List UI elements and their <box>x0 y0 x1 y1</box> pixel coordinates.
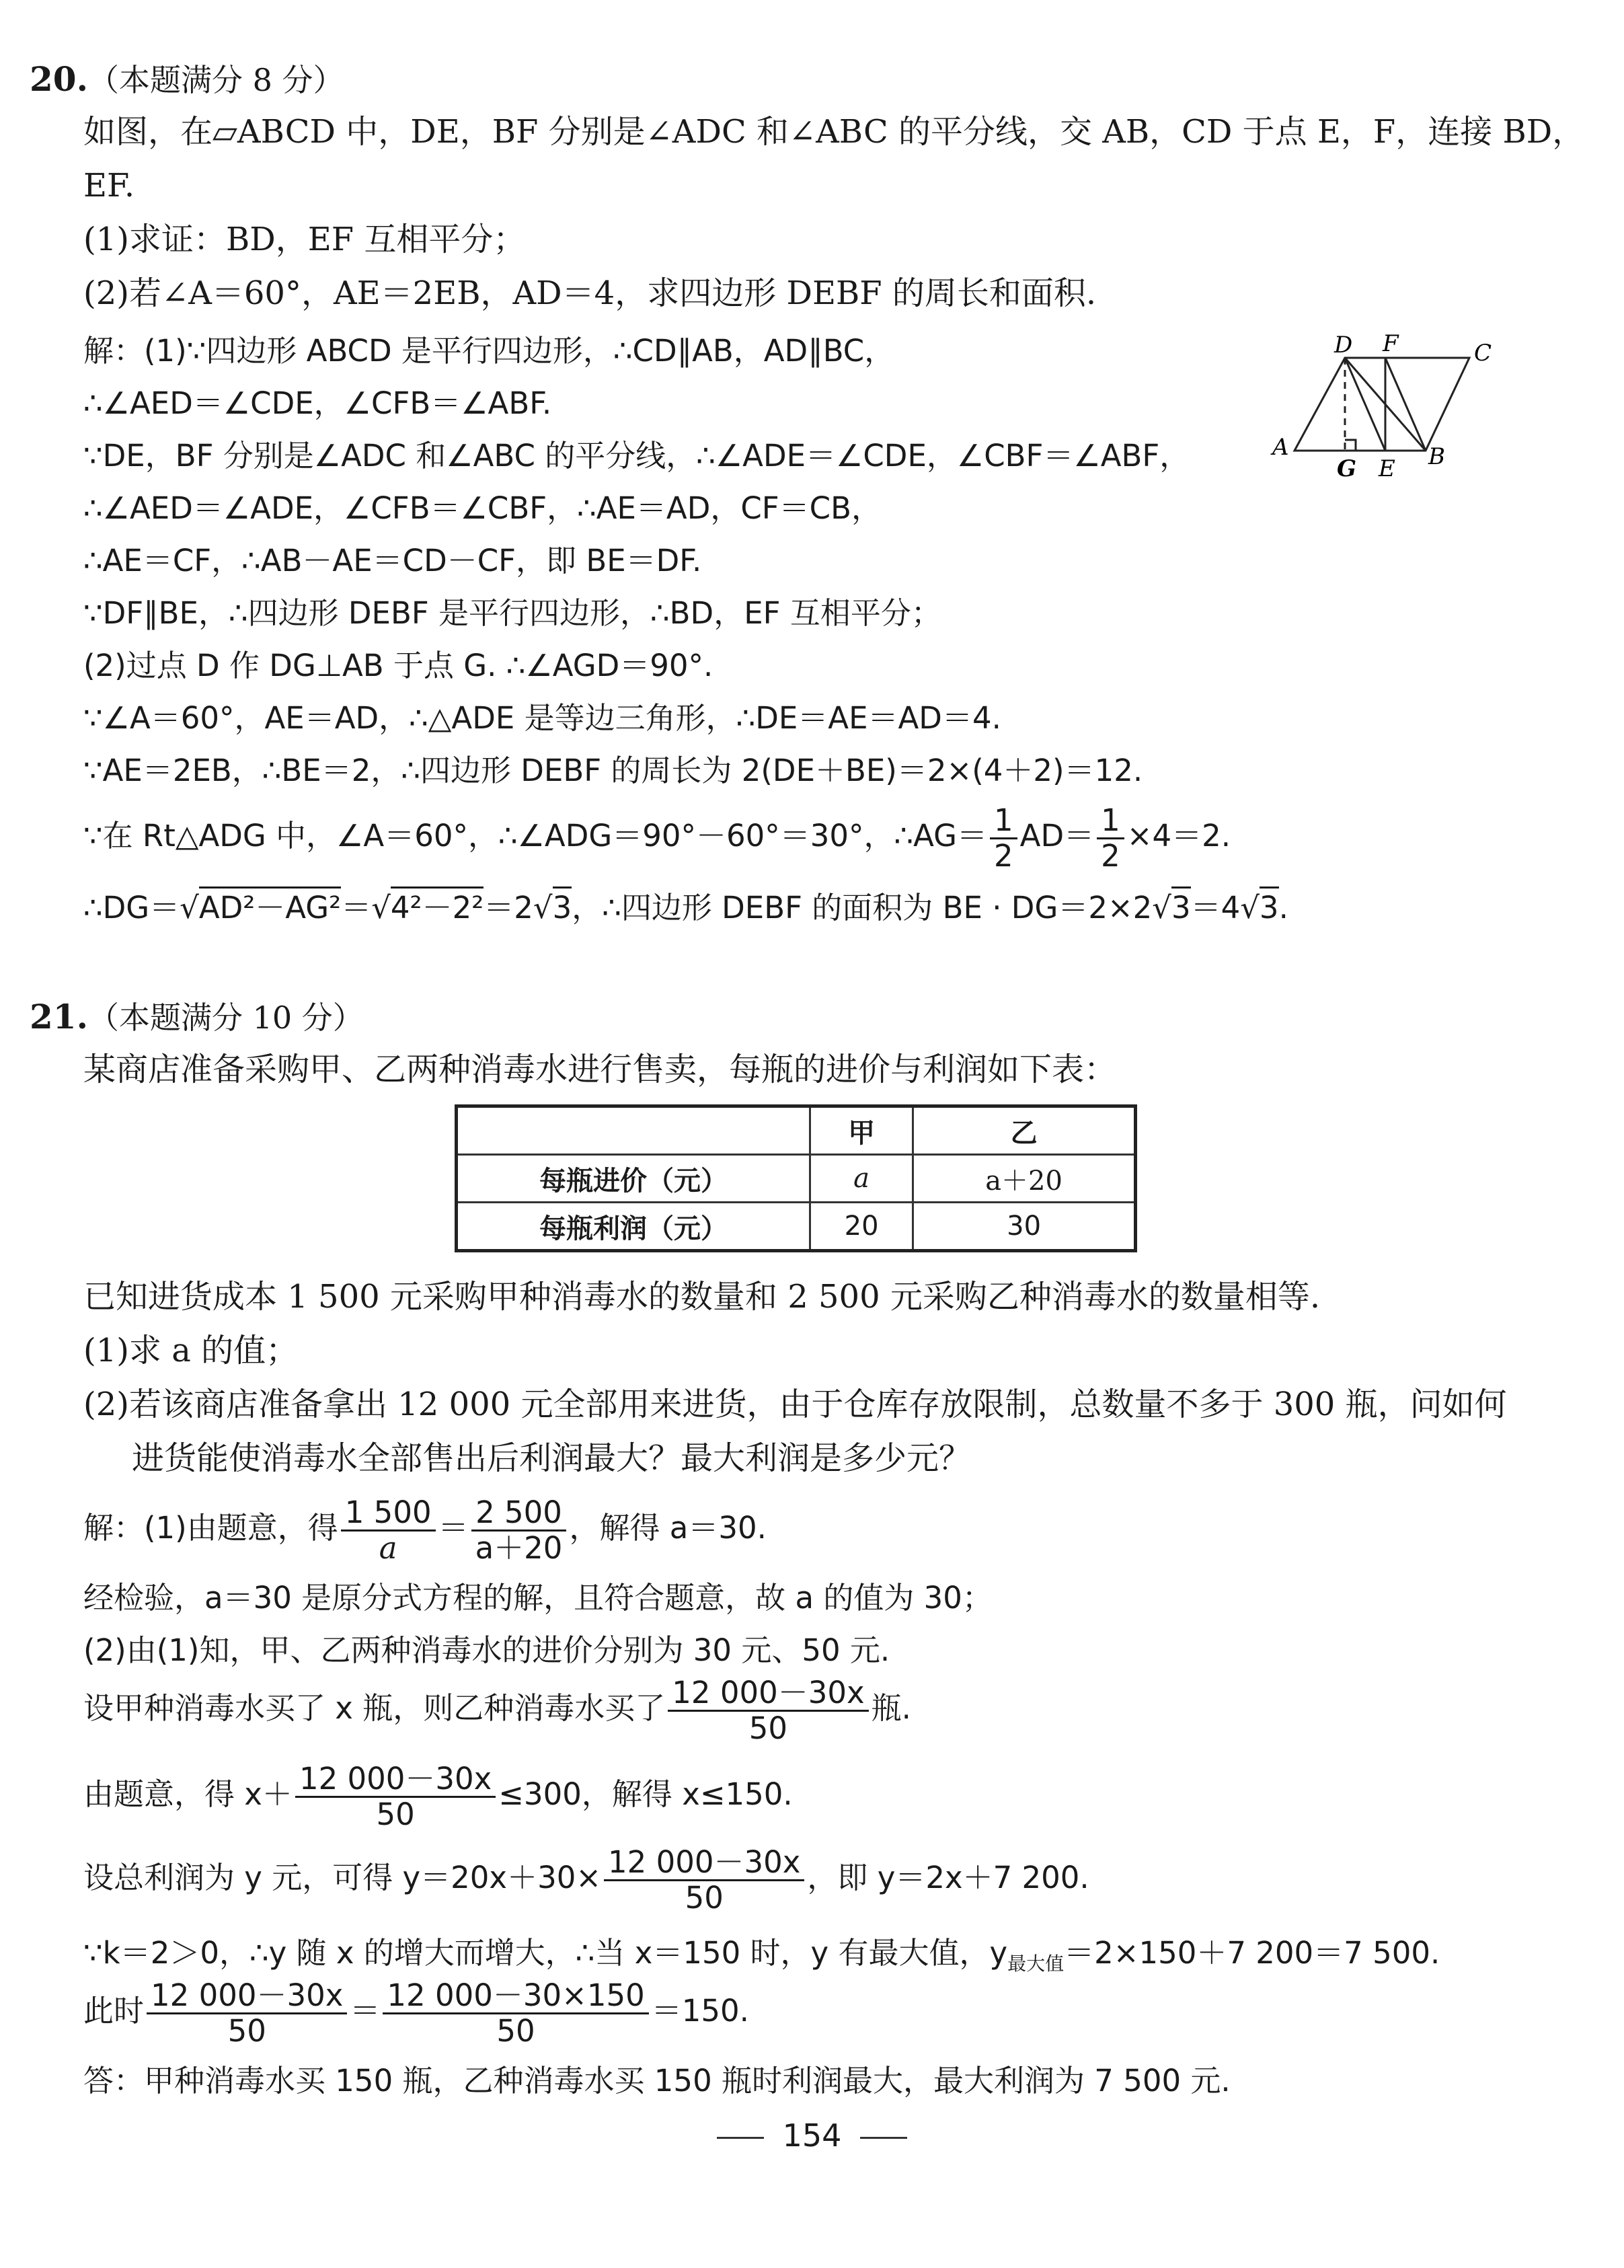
problem-21-part-2: (2)若该商店准备拿出 12 000 元全部用来进货，由于仓库存放限制，总数量不多于 300 瓶，问如何 <box>83 1386 1507 1423</box>
problem-21-text-1: 已知进货成本 1 500 元采购甲种消毒水的数量和 2 500 元采购乙种消毒水的数量相等. <box>83 1278 1321 1316</box>
page-number: 154 <box>0 2117 1624 2154</box>
problem-20-part-2: (2)若∠A＝60°，AE＝2EB，AD＝4，求四边形 DEBF 的周长和面积. <box>83 274 1097 312</box>
label-c: C <box>1474 340 1492 367</box>
solution-21-line-7: ∵k＝2＞0，∴y 随 x 的增大而增大，∴当 x＝150 时，y 有最大值，$y_{最大值}=2\times 150+7$ 200＝7 500. <box>83 1935 1440 1975</box>
segment-bf <box>1385 358 1426 451</box>
problem-21-part-1: (1)求 a 的值； <box>83 1332 299 1369</box>
solution-20-line-4: ∴∠AED＝∠ADE，∠CFB＝∠CBF，∴AE＝AD，CF＝CB， <box>83 490 882 526</box>
solution-20-line-1: 解：(1)∵四边形 ABCD 是平行四边形，∴CD∥AB，AD∥BC， <box>83 333 895 369</box>
table-cell: a＋20 <box>913 1155 1136 1203</box>
solution-20-line-7: (2)过点 D 作 DG⊥AB 于点 G. ∴∠AGD＝90°. <box>83 648 713 683</box>
fraction: $\frac{1 500}{a}$ <box>341 1496 436 1565</box>
fraction: $\frac{1}{2}$ <box>990 804 1017 873</box>
segment-de <box>1345 358 1385 451</box>
label-f: F <box>1383 330 1399 357</box>
table-cell: 20 <box>810 1203 913 1251</box>
problem-20-text-1: 如图，在▱ABCD 中，DE，BF 分别是∠ADC 和∠ABC 的平分线，交 AB，CD 于点 E，F，连接 BD， <box>83 113 1585 151</box>
table-row <box>457 1155 1136 1203</box>
solution-21-answer: 答：甲种消毒水买 150 瓶，乙种消毒水买 150 瓶时利润最大，最大利润为 7 500 元. <box>83 2063 1231 2099</box>
label-a: A <box>1272 434 1289 461</box>
table-header-yi: 乙 <box>913 1106 1136 1155</box>
solution-20-line-9: ∵AE＝2EB，∴BE＝2，∴四边形 DEBF 的周长为 2(DE＋BE)＝2×(4＋2)＝12. <box>83 753 1143 788</box>
solution-21-line-5: 由题意，得 x＋ $\frac{12 000-30x}{50}$ ≤300，解得 x≤150. <box>83 1760 793 1832</box>
table-cell: a <box>810 1155 913 1203</box>
solution-20-line-2: ∴∠AED＝∠CDE，∠CFB＝∠ABF. <box>83 385 552 421</box>
solution-21-line-6: 设总利润为 y 元，可得 y＝20x＋30× $\frac{12 000-30x}{50}$ ，即 y＝2x＋7 200. <box>83 1844 1089 1916</box>
table-row-label: 每瓶利润（元） <box>457 1203 810 1251</box>
problem-20-part-1: (1)求证：BD，EF 互相平分； <box>83 221 526 258</box>
problem-21-intro: 某商店准备采购甲、乙两种消毒水进行售卖，每瓶的进价与利润如下表： <box>83 1051 1117 1088</box>
solution-20-line-10: ∵在 Rt△ADG 中，∠A＝60°，∴∠ADG＝90°－60°＝30°，∴AG＝ $\frac{1}{2}$ AD＝ $\frac{1}{2}$ ×4＝2. <box>83 802 1231 874</box>
right-angle-mark <box>1345 440 1356 451</box>
table-row <box>457 1203 1136 1251</box>
solution-20-line-3: ∵DE，BF 分别是∠ADC 和∠ABC 的平分线，∴∠ADE＝∠CDE，∠CBF＝∠ABF， <box>83 438 1190 474</box>
price-profit-table <box>455 1104 1137 1252</box>
problem-21-part-2-cont: 进货能使消毒水全部售出后利润最大？最大利润是多少元？ <box>132 1439 972 1477</box>
solution-20-line-5: ∴AE＝CF，∴AB－AE＝CD－CF，即 BE＝DF. <box>83 543 702 578</box>
table-header-jia: 甲 <box>810 1106 913 1155</box>
parallelogram-abcd <box>1294 358 1469 451</box>
problem-20-text-2: EF. <box>83 167 135 204</box>
fraction: $\frac{2 500}{a+20}$ <box>471 1496 567 1565</box>
problem-20-header: 20.（本题满分 8 分） <box>30 59 344 99</box>
label-e: E <box>1379 455 1395 482</box>
solution-21-line-4: 设甲种消毒水买了 x 瓶，则乙种消毒水买了 $\frac{12 000-30x}{50}$ 瓶. <box>83 1674 911 1746</box>
solution-21-line-8: 此时 $\frac{12 000-30x}{50}$ ＝ $\frac{12 000-30\times 150}{50}$ ＝150. <box>83 1977 749 2049</box>
solution-20-line-6: ∵DF∥BE，∴四边形 DEBF 是平行四边形，∴BD，EF 互相平分； <box>83 595 941 631</box>
label-g: G <box>1337 455 1357 482</box>
problem-21-header: 21.（本题满分 10 分） <box>30 997 364 1036</box>
table-row-label: 每瓶进价（元） <box>457 1155 810 1203</box>
solution-20-line-11: ∴DG＝√AD²－AG²＝√4²－2²＝2√3，∴四边形 DEBF 的面积为 BE · DG＝2×2√3＝4√3. <box>83 888 1288 928</box>
table-cell <box>457 1106 810 1155</box>
fraction: $\frac{12 000-30\times 150}{50}$ <box>383 1979 648 2048</box>
label-b: B <box>1428 443 1445 470</box>
table-header-row <box>457 1106 1136 1155</box>
solution-21-line-1: 解：(1)由题意，得 $\frac{1 500}{a}$ ＝ $\frac{2 500}{a+20}$ ，解得 a＝30. <box>83 1494 767 1566</box>
solution-21-line-2: 经检验，a＝30 是原分式方程的解，且符合题意，故 a 的值为 30； <box>83 1580 993 1616</box>
fraction: $\frac{12 000-30x}{50}$ <box>295 1762 496 1831</box>
solution-20-line-8: ∵∠A＝60°，AE＝AD，∴△ADE 是等边三角形，∴DE＝AE＝AD＝4. <box>83 700 1001 736</box>
fraction: $\frac{12 000-30x}{50}$ <box>668 1676 868 1745</box>
fraction: $\frac{1}{2}$ <box>1097 804 1124 873</box>
table-cell: 30 <box>913 1203 1136 1251</box>
label-d: D <box>1334 332 1353 358</box>
solution-21-line-3: (2)由(1)知，甲、乙两种消毒水的进价分别为 30 元、50 元. <box>83 1632 890 1668</box>
parallelogram-figure <box>1264 330 1513 491</box>
fraction: $\frac{12 000-30x}{50}$ <box>147 1979 347 2048</box>
fraction: $\frac{12 000-30x}{50}$ <box>604 1846 804 1915</box>
